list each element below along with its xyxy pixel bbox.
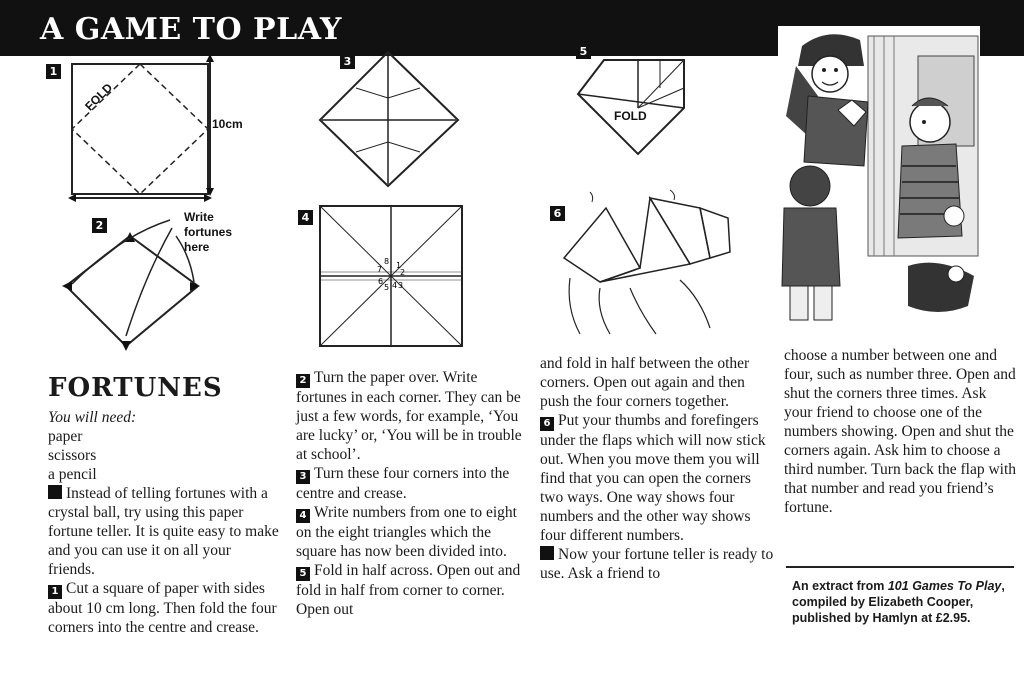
triangle-number: 1 [396, 261, 402, 270]
step-2-number: 2 [296, 374, 310, 388]
triangle-number: 4 [392, 281, 398, 290]
fold-label: FOLD [614, 109, 647, 123]
step-2-paragraph [296, 368, 522, 464]
step-4-text: Write numbers from one to eight on the eight triangles which the square has now been divided into. [296, 504, 517, 560]
step-6-number: 6 [540, 417, 554, 431]
step-5-paragraph [296, 561, 522, 619]
triangle-number: 6 [378, 277, 384, 286]
square-bullet-icon [540, 546, 554, 560]
step-4-diagram [318, 204, 466, 350]
play-instructions: choose a number between one and four, such as number three. Open and shut the corners three times. Ask your friend to choose one of the numbers showing. Open and shut the corners again. Ask him to choose a third number. Turn back the flap with that number and read you friend’s fortune. [784, 347, 1017, 516]
material-item: scissors [48, 447, 97, 464]
step-4-marker: 4 [298, 210, 313, 225]
step-2-text: Turn the paper over. Write fortunes in each corner. They can be just a few words, for example, ‘You are lucky’ or, ‘You will be in trouble at school’. [296, 369, 522, 463]
step-6-text: Put your thumbs and forefingers under the flaps which will now stick out. When you move them you will find that you can open the corners two ways. One way shows four numbers and the other way shows four different numbers. [540, 412, 766, 544]
column-4 [784, 346, 1018, 517]
book-title: 101 Games To Play [887, 579, 1002, 593]
write-note-line-3: here [184, 240, 210, 254]
intro-paragraph [48, 484, 280, 579]
step-6-marker: 6 [550, 206, 565, 221]
step-1-text: Cut a square of paper with sides about 10 cm long. Then fold the four corners into the centre and crease. [48, 580, 277, 636]
triangle-number: 3 [398, 281, 404, 290]
step-3-paragraph [296, 464, 522, 503]
step-3-text: Turn these four corners into the centre and crease. [296, 465, 510, 502]
step-6-diagram [560, 188, 736, 336]
children-illustration [778, 26, 980, 322]
page-title: A GAME TO PLAY [40, 12, 342, 47]
intro-text: Instead of telling fortunes with a crystal ball, try using this paper fortune teller. It is quite easy to make and you can use it on all your friends. [48, 485, 279, 578]
credit-box [792, 578, 1022, 626]
triangle-number: 2 [400, 268, 406, 277]
square-bullet-icon [48, 485, 62, 499]
triangle-number: 5 [384, 283, 390, 292]
material-item: paper [48, 428, 83, 445]
fold-label: FOLD [82, 80, 116, 114]
column-1 [48, 372, 280, 637]
triangle-number: 8 [384, 257, 390, 266]
credit-suffix: , compiled by Elizabeth Cooper, published by Hamlyn at £2.95. [792, 579, 1005, 625]
step-5-continued: and fold in half between the other corners. Open out again and then push the four corners together. [540, 355, 750, 410]
write-note-line-1: Write [184, 210, 214, 224]
credit-prefix: An extract from [792, 579, 888, 593]
size-label: 10cm [212, 117, 243, 131]
step-5-text: Fold in half across. Open out and fold in half from corner to corner. Open out [296, 562, 521, 618]
write-note-line-2: fortunes [184, 225, 232, 239]
step-6-paragraph [540, 411, 776, 545]
material-item: a pencil [48, 466, 97, 483]
step-2-diagram [60, 206, 260, 356]
you-will-need-label: You will need: [48, 409, 137, 426]
step-4-paragraph [296, 503, 522, 561]
step-1-paragraph [48, 579, 280, 637]
column-3 [540, 354, 776, 583]
fortunes-heading: FORTUNES [48, 373, 223, 403]
step-5-diagram [574, 58, 694, 158]
column-2 [296, 368, 522, 619]
step-1-number: 1 [48, 585, 62, 599]
step-1-diagram [60, 52, 260, 212]
step-1-marker: 1 [46, 64, 61, 79]
step-3-marker: 3 [340, 54, 355, 69]
step-4-number: 4 [296, 509, 310, 523]
triangle-number: 7 [377, 265, 383, 274]
step-3-diagram [316, 48, 466, 190]
step-5-marker: 5 [576, 44, 591, 59]
step-3-number: 3 [296, 470, 310, 484]
ready-paragraph [540, 545, 776, 583]
credit-divider [786, 566, 1014, 568]
step-2-marker: 2 [92, 218, 107, 233]
ready-text: Now your fortune teller is ready to use. Ask a friend to [540, 546, 774, 582]
step-5-number: 5 [296, 567, 310, 581]
